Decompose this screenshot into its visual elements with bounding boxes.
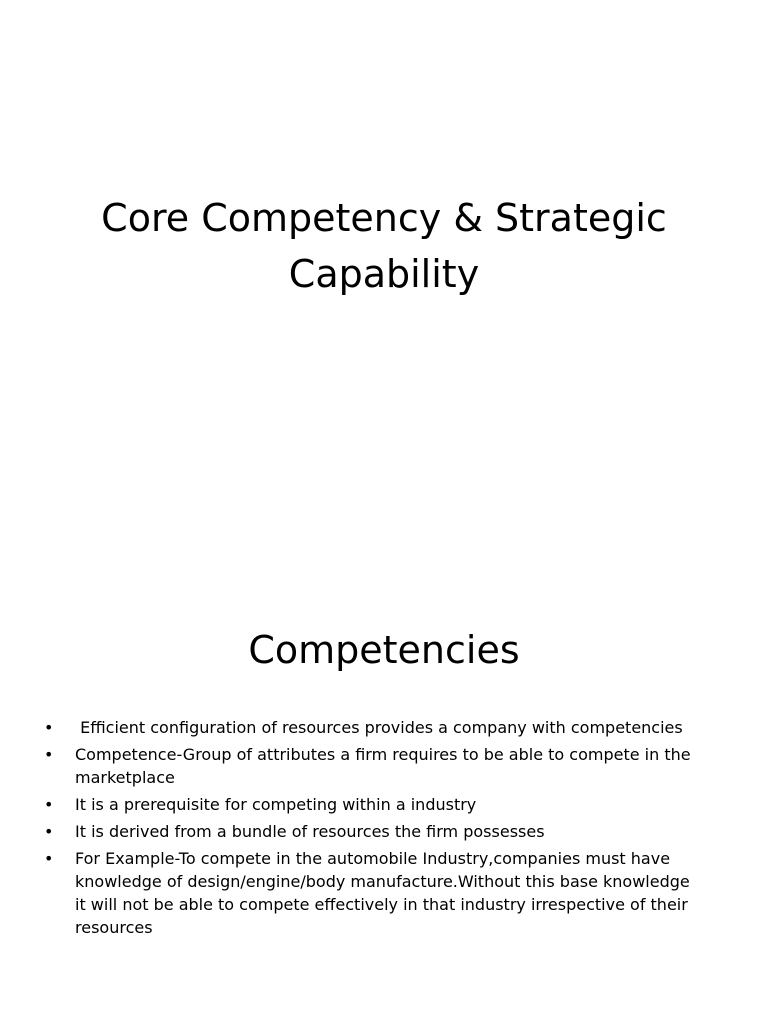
bullet-text: It is derived from a bundle of resources the firm possesses: [75, 822, 545, 841]
bullet-list: [40, 716, 702, 943]
bullet-item: [40, 793, 702, 816]
bullet-icon: •: [44, 795, 54, 814]
bullet-item: [40, 847, 702, 939]
bullet-item: [40, 743, 702, 789]
bullet-item: [40, 716, 702, 739]
content-slide: [0, 576, 768, 1024]
slide-title: Core Competency & Strategic Capability: [101, 196, 667, 296]
slide-heading: Competencies: [248, 628, 520, 672]
bullet-icon: •: [44, 822, 54, 841]
bullet-icon: •: [44, 718, 54, 737]
bullet-text: Efficient configuration of resources provides a company with competencies: [75, 718, 683, 737]
bullet-text: It is a prerequisite for competing within a industry: [75, 795, 477, 814]
bullet-text: For Example-To compete in the automobile Industry,companies must have knowledge of design/engine/body manufacture.Without this base knowledge it will not be able to compete effectively in that industry irrespective of their resources: [75, 849, 690, 937]
bullet-icon: •: [44, 745, 54, 764]
bullet-item: [40, 820, 702, 843]
bullet-text: Competence-Group of attributes a firm requires to be able to compete in the marketplace: [75, 745, 691, 787]
bullet-icon: •: [44, 849, 54, 868]
